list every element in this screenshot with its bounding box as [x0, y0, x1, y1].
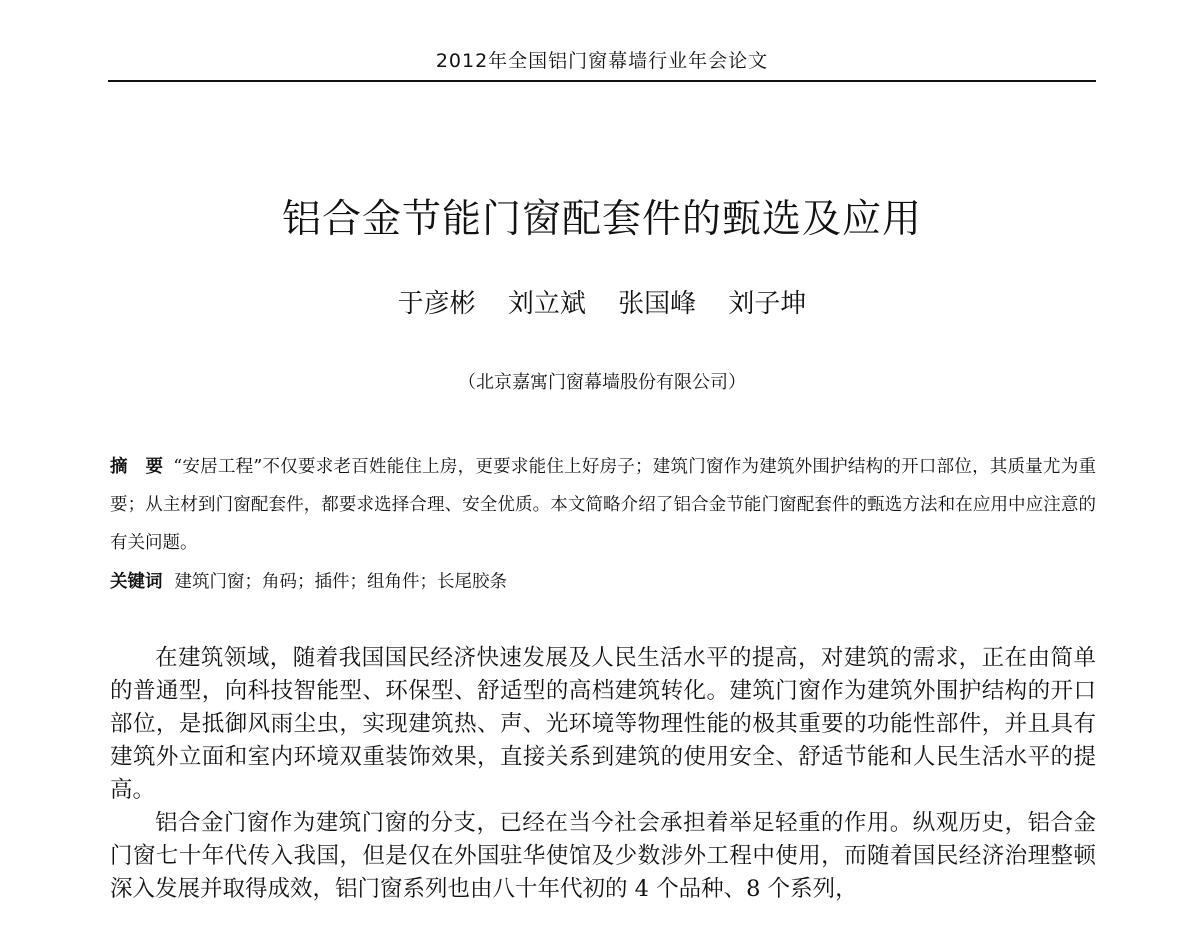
author-list	[108, 283, 1096, 320]
author-4: 刘子坤	[728, 289, 807, 319]
keywords	[110, 564, 1096, 600]
abstract-text: “安居工程”不仅要求老百姓能住上房，更要求能住上好房子；建筑门窗作为建筑外围护结构的开口部位，其质量尤为重要；从主材到门窗配套件，都要求选择合理、安全优质。本文简略介绍了铝合金节能门窗配套件的甄选方法和在应用中应注意的有关问题。	[110, 457, 1097, 553]
author-1: 于彦彬	[397, 289, 476, 319]
abstract-label: 摘 要	[110, 457, 164, 477]
author-2: 刘立斌	[507, 289, 586, 319]
affiliation: （北京嘉寓门窗幕墙股份有限公司）	[458, 372, 746, 393]
keywords-text: 建筑门窗；角码；插件；组角件；长尾胶条	[174, 572, 507, 592]
body-paragraph-1: 在建筑领域，随着我国国民经济快速发展及人民生活水平的提高，对建筑的需求，正在由简单的普通型，向科技智能型、环保型、舒适型的高档建筑转化。建筑门窗作为建筑外围护结构的开口部位，是抵御风雨尘虫，实现建筑热、声、光环境等物理性能的极其重要的功能性部件，并且具有建筑外立面和室内环境双重装饰效果，直接关系到建筑的使用安全、舒适节能和人民生活水平的提高。	[110, 645, 1096, 803]
running-header: 2012年全国铝门窗幕墙行业年会论文	[435, 50, 769, 72]
paper-title: 铝合金节能门窗配套件的甄选及应用	[281, 197, 922, 242]
abstract	[110, 448, 1096, 562]
body-paragraph-2: 铝合金门窗作为建筑门窗的分支，已经在当今社会承担着举足轻重的作用。纵观历史，铝合金门窗七十年代传入我国，但是仅在外国驻华使馆及少数涉外工程中使用，而随着国民经济治理整顿深入发展并取得成效，铝门窗系列也由八十年代初的 4 个品种、8 个系列，	[110, 810, 1096, 902]
body-text	[110, 642, 1096, 906]
keywords-label: 关键词	[110, 572, 163, 592]
header-rule	[108, 80, 1096, 82]
author-3: 张国峰	[618, 289, 697, 319]
